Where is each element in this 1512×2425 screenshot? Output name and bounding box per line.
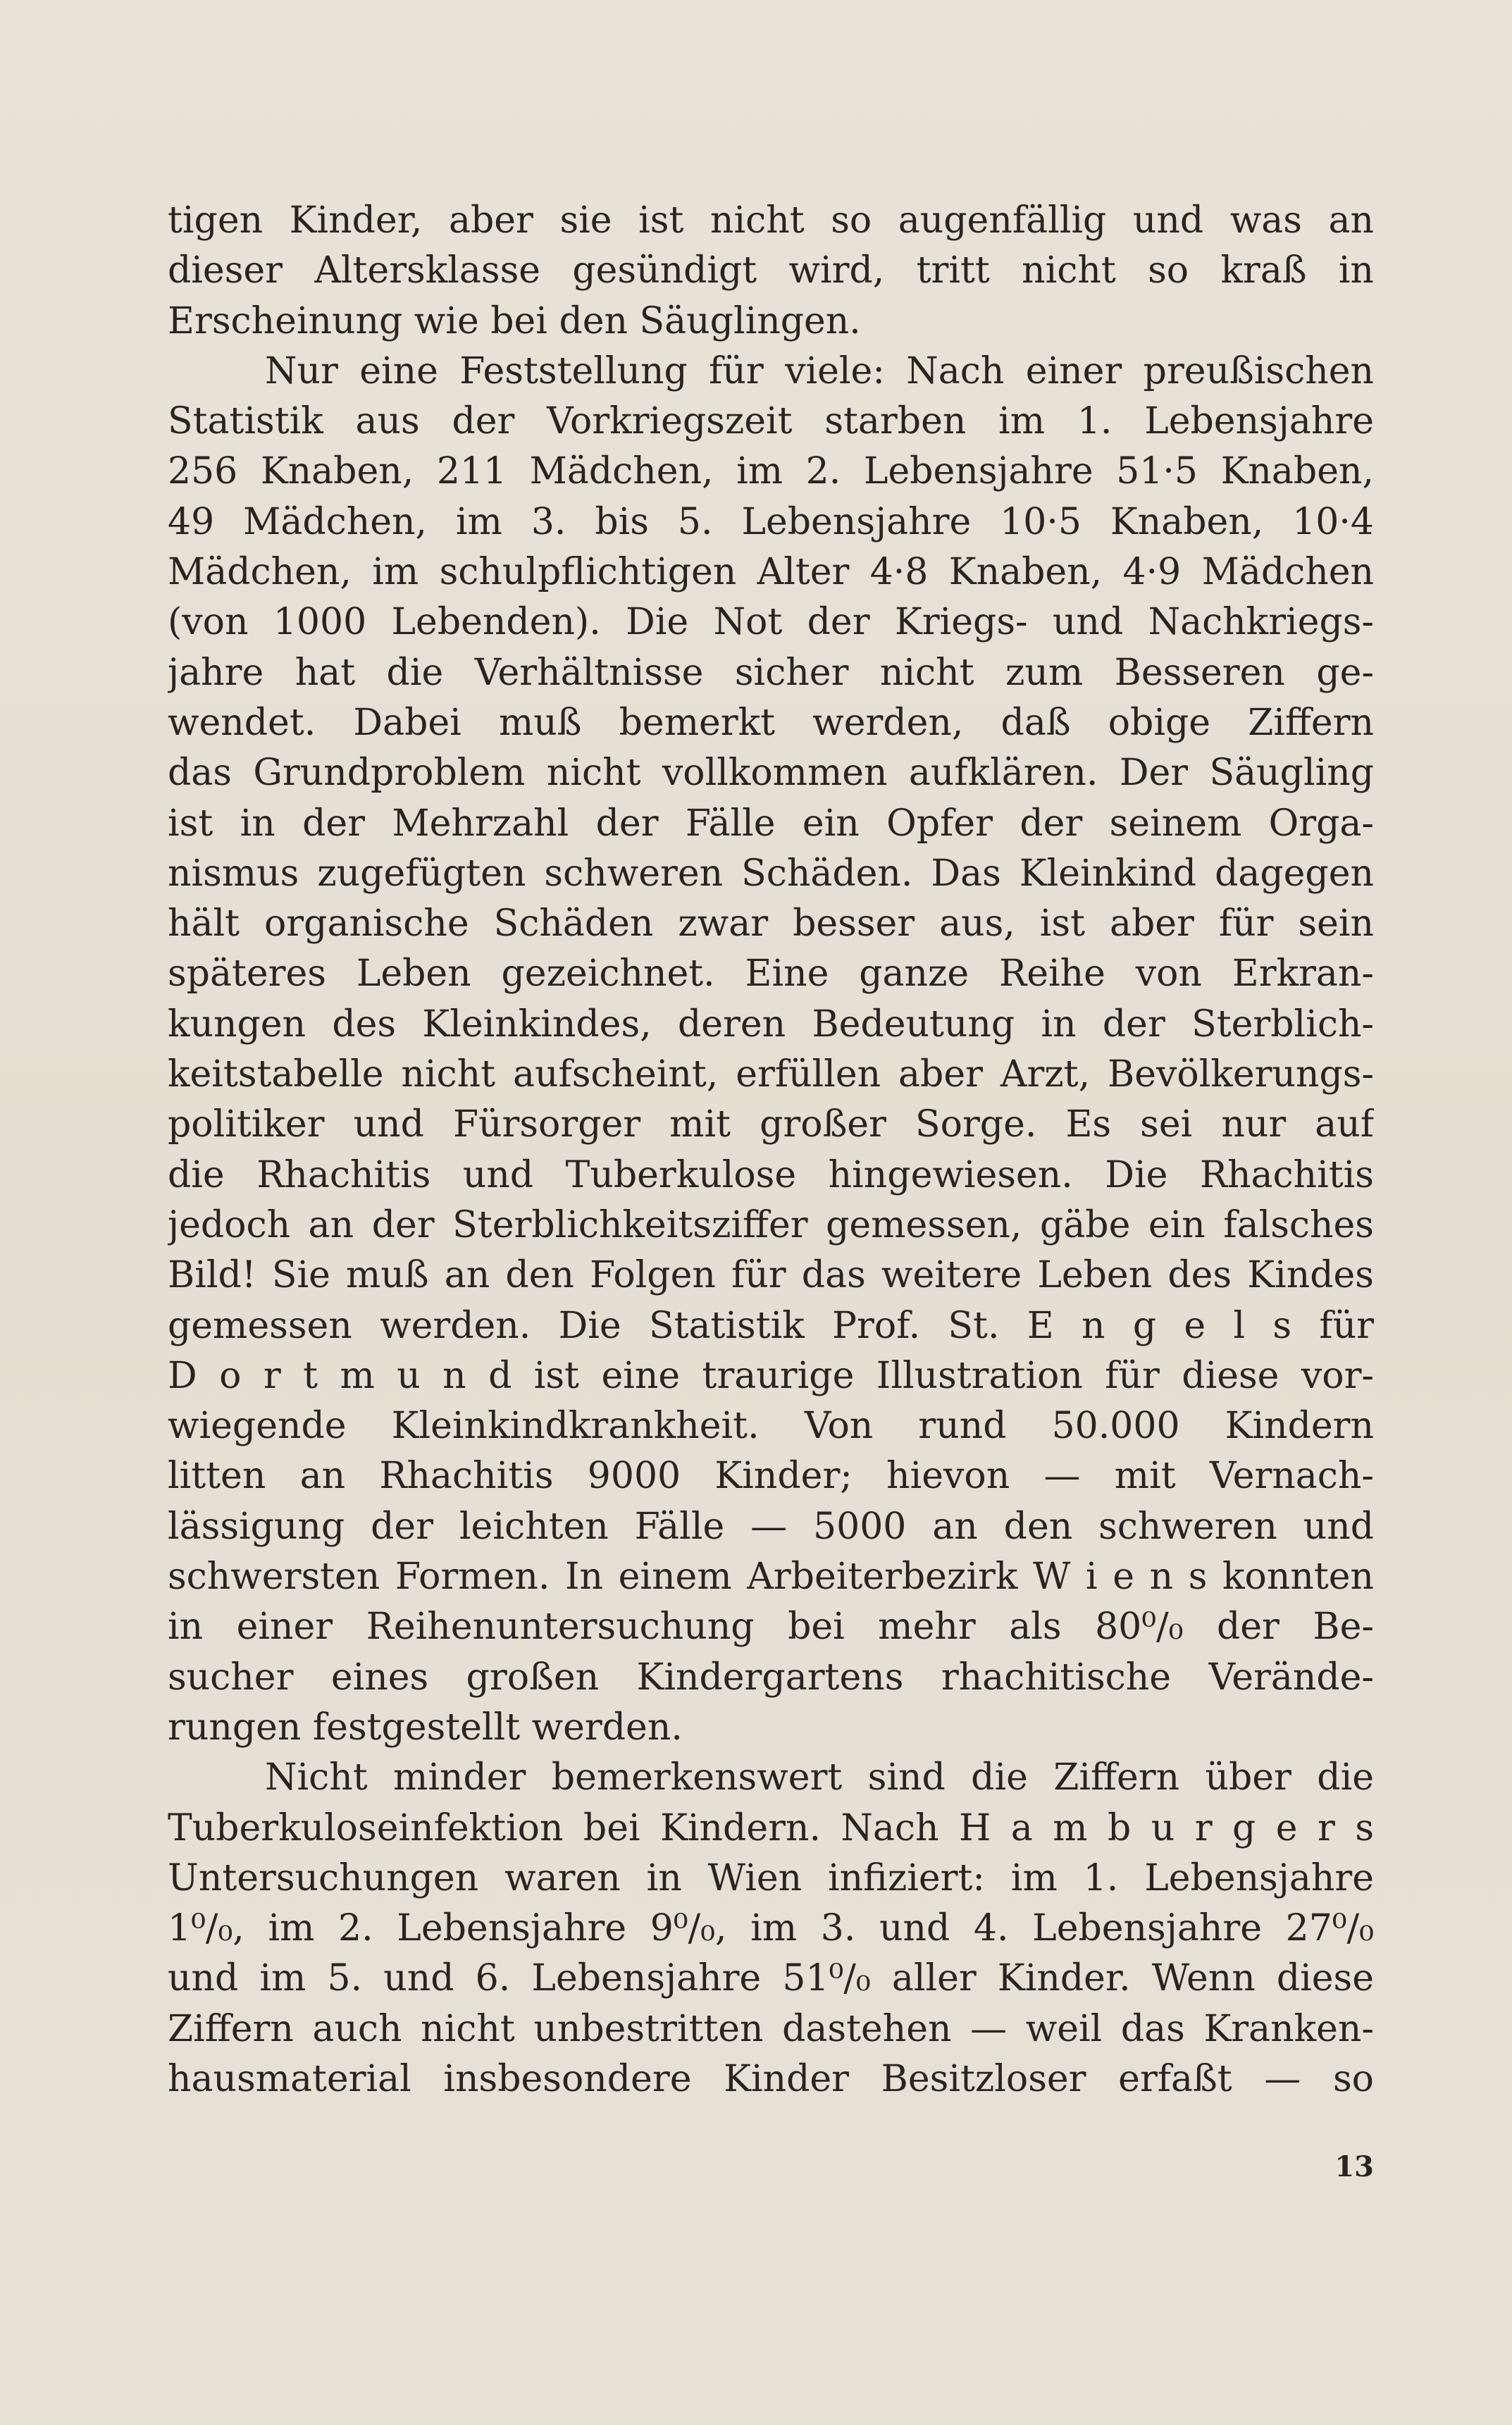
text-line: wendet. Dabei muß bemerkt werden, daß obige Ziffern [168,701,1374,744]
text-line: rungen festgestellt werden. [168,1706,683,1749]
text-line: sucher eines großen Kindergartens rhachitische Verände- [168,1656,1374,1699]
text-line: die Rhachitis und Tuberkulose hingewiesen. Die Rhachitis [168,1153,1374,1196]
text-line: Mädchen, im schulpflichtigen Alter 4·8 Knaben, 4·9 Mädchen [168,551,1374,594]
text-line: schwersten Formen. In einem Arbeiterbezirk W i e n s konnten [168,1556,1374,1599]
text-line: das Grundproblem nicht vollkommen aufklären. Der Säugling [168,752,1374,795]
text-line: Nicht minder bemerkenswert sind die Ziffern über die [265,1756,1374,1799]
text-line: 49 Mädchen, im 3. bis 5. Lebensjahre 10·5 Knaben, 10·4 [168,500,1374,543]
text-line: wiegende Kleinkindkrankheit. Von rund 50.000 Kindern [168,1405,1374,1448]
text-line: politiker und Fürsorger mit großer Sorge. Es sei nur auf [168,1103,1374,1146]
text-line: ist in der Mehrzahl der Fälle ein Opfer der seinem Orga- [168,802,1374,845]
text-line: in einer Reihenuntersuchung bei mehr als 80⁰/₀ der Be- [168,1606,1374,1649]
text-line: D o r t m u n d ist eine traurige Illustration für diese vor- [168,1354,1374,1397]
text-line: jahre hat die Verhältnisse sicher nicht zum Besseren ge- [168,651,1374,694]
text-line: 256 Knaben, 211 Mädchen, im 2. Lebensjahre 51·5 Knaben, [168,450,1374,493]
text-line: keitstabelle nicht aufscheint, erfüllen aber Arzt, Bevölkerungs- [168,1053,1374,1096]
text-line: hausmaterial insbesondere Kinder Besitzloser erfaßt — so [168,2057,1374,2100]
page-number: 13 [1334,2150,1374,2183]
text-line: hält organische Schäden zwar besser aus, ist aber für sein [168,903,1374,945]
text-line: tigen Kinder, aber sie ist nicht so augenfällig und was an [168,199,1374,242]
text-line: nismus zugefügten schweren Schäden. Das Kleinkind dagegen [168,852,1374,895]
text-line: 1⁰/₀, im 2. Lebensjahre 9⁰/₀, im 3. und 4. Lebensjahre 27⁰/₀ [168,1907,1374,1950]
text-line: Bild! Sie muß an den Folgen für das weitere Leben des Kindes [168,1254,1374,1297]
text-line: gemessen werden. Die Statistik Prof. St. E n g e l s für [168,1304,1374,1347]
text-line: Statistik aus der Vorkriegszeit starben im 1. Lebensjahre [168,400,1374,443]
text-line: Erscheinung wie bei den Säuglingen. [168,299,861,342]
text-line: kungen des Kleinkindes, deren Bedeutung in der Sterblich- [168,1003,1374,1046]
text-line: jedoch an der Sterblichkeitsziffer gemessen, gäbe ein falsches [168,1203,1374,1246]
text-line: (von 1000 Lebenden). Die Not der Kriegs- und Nachkriegs- [168,601,1374,644]
text-line: späteres Leben gezeichnet. Eine ganze Reihe von Erkran- [168,953,1374,996]
text-line: Nur eine Feststellung für viele: Nach einer preußischen [265,349,1374,392]
text-line: dieser Altersklasse gesündigt wird, tritt nicht so kraß in [168,249,1374,292]
text-line: und im 5. und 6. Lebensjahre 51⁰/₀ aller Kinder. Wenn diese [168,1957,1374,2000]
text-line: Untersuchungen waren in Wien infiziert: im 1. Lebensjahre [168,1856,1374,1899]
body-text [168,196,1374,2104]
text-line: Ziffern auch nicht unbestritten dastehen — weil das Kranken- [168,2007,1374,2050]
text-line: lässigung der leichten Fälle — 5000 an den schweren und [168,1505,1374,1548]
text-line: litten an Rhachitis 9000 Kinder; hievon — mit Vernach- [168,1455,1374,1498]
text-line: Tuberkuloseinfektion bei Kindern. Nach H a m b u r g e r s [168,1806,1374,1849]
